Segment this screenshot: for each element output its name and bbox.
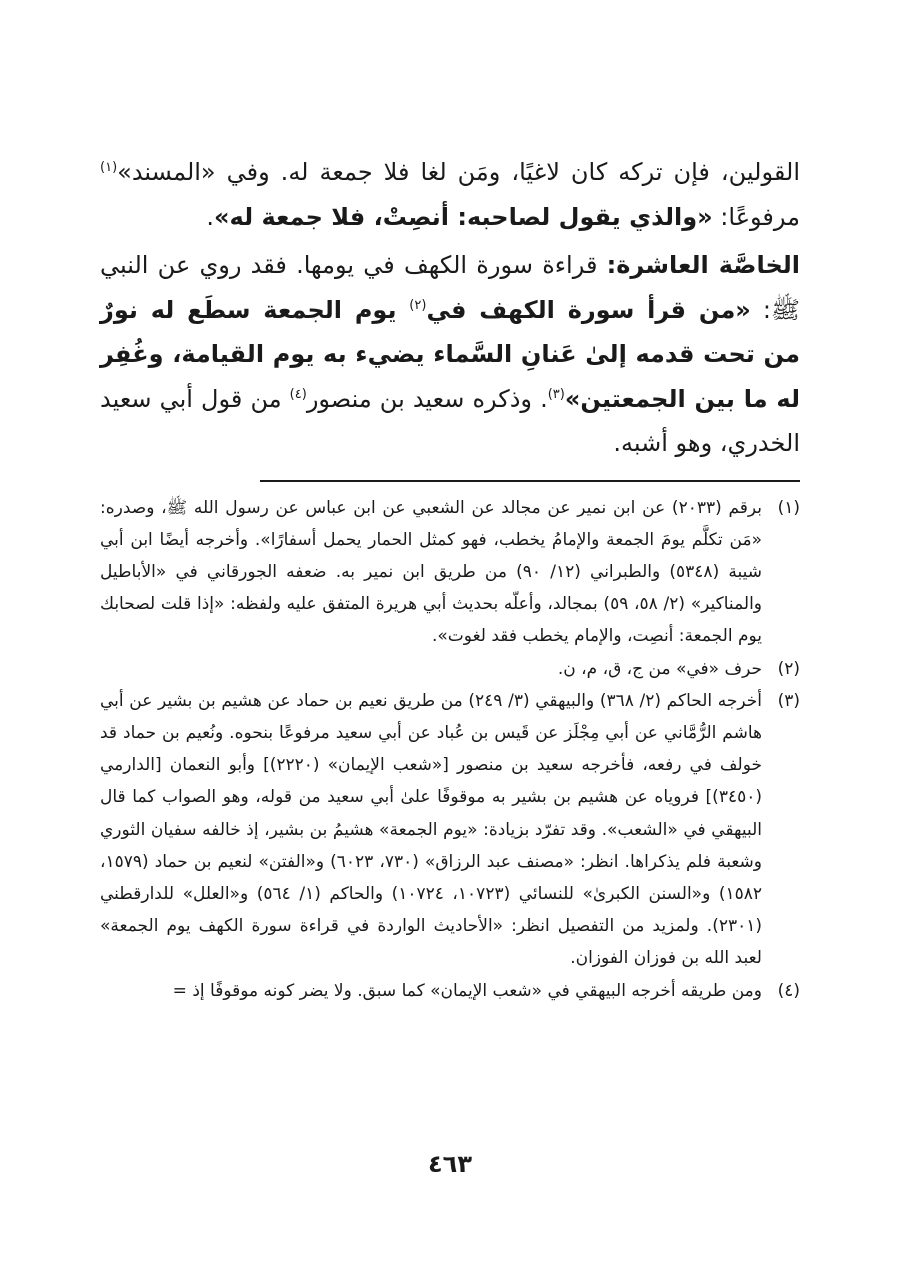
footnote-number: (١) xyxy=(777,497,800,518)
hadith-quote: «من قرأ سورة الكهف في xyxy=(426,295,751,324)
footnote-number: (٤) xyxy=(777,980,800,1001)
page-body xyxy=(100,150,800,1007)
footnote-ref-3[interactable]: (٣) xyxy=(547,386,565,402)
footnote-ref-2[interactable]: (٢) xyxy=(409,297,427,313)
footnote-number: (٣) xyxy=(777,690,800,711)
footnote-3 xyxy=(100,685,800,975)
footnote-number: (٢) xyxy=(777,658,800,679)
hadith-quote: يوم الجمعة سطَع له نورٌ من تحت قدمه إلىٰ عَنانِ السَّماء يضيء به يوم القيامة، وغُفِر له ما بين الجمعتين» xyxy=(100,295,801,413)
main-paragraph-2 xyxy=(100,243,800,466)
footnote-ref-4[interactable]: (٤) xyxy=(289,386,307,402)
text-run: قراءة سورة الكهف في يومها. فقد روي عن النبي ﷺ: xyxy=(100,251,800,324)
footnote-ref-1[interactable]: (١) xyxy=(100,160,118,175)
footnote-divider xyxy=(260,480,800,482)
main-paragraph-1 xyxy=(100,150,800,239)
text-run: من قول أبي سعيد الخدري، وهو أشبه. xyxy=(100,384,800,457)
text-run: . xyxy=(206,202,215,231)
footnote-text: أخرجه الحاكم (٢/ ٣٦٨) والبيهقي (٣/ ٢٤٩) من طريق نعيم بن حماد عن هشيم بن بشير عن أبي هاشم الرُّمَّاني عن أبي مِجْلَز عن قَيس بن عُباد عن أبي سعيد مرفوعًا بنحوه. ونُعيم بن حماد قد خولف في رفعه، فأخرجه سعيد بن منصور [«شعب الإيمان» (٢٢٢٠)] وأبو النعمان [الدارمي (٣٤٥٠)] فروياه عن هشيم بن بشير به موقوفًا علىٰ أبي سعيد من قوله، وهو الصواب كما قال البيهقي في «الشعب». وقد تفرّد بزيادة: «يوم الجمعة» هشيمُ بن بشير، إذ خالفه سفيان الثوري وشعبة فلم يذكراها. انظر: «مصنف عبد الرزاق» (٧٣٠، ٦٠٢٣) و«الفتن» لنعيم بن حماد (١٥٧٩، ١٥٨٢) و«السنن الكبرىٰ» للنسائي (١٠٧٢٣، ١٠٧٢٤) والحاكم (١/ ٥٦٤) و«العلل» للدارقطني (٢٣٠١). ولمزيد من التفصيل انظر: «الأحاديث الواردة في قراءة سورة الكهف يوم الجمعة» لعبد الله بن فوزان الفوزان. xyxy=(100,690,763,969)
footnote-text: ومن طريقه أخرجه البيهقي في «شعب الإيمان» كما سبق. ولا يضر كونه موقوفًا إذ = xyxy=(172,980,762,1001)
footnotes xyxy=(100,492,800,1007)
page-number: ٤٦٣ xyxy=(428,1150,472,1178)
footnote-text: حرف «في» من ج، ق، م، ن. xyxy=(557,658,762,679)
text-run: القولين، فإن تركه كان لاغيًا، ومَن لغا فلا جمعة له. وفي «المسند» xyxy=(117,158,800,186)
footnote-4 xyxy=(100,975,800,1007)
footnote-text: برقم (٢٠٣٣) عن ابن نمير عن مجالد عن الشعبي عن ابن عباس عن رسول الله ﷺ، وصدره: «مَن تكلَّم يومَ الجمعة والإمامُ يخطب، فهو كمثل الحمار يحمل أسفارًا». وأخرجه أيضًا ابن أبي شيبة (٥٣٤٨) والطبراني (١٢/ ٩٠) من طريق ابن نمير به. ضعفه الجورقاني في «الأباطيل والمناكير» (٢/ ٥٨، ٥٩) بمجالد، وأعلّه بحديث أبي هريرة المتفق عليه ولفظه: «إذا قلت لصحابك يوم الجمعة: أنصِت، والإمام يخطب فقد لغوت». xyxy=(100,497,763,647)
section-heading: الخاصَّة العاشرة: xyxy=(606,251,800,279)
footnote-1 xyxy=(100,492,800,653)
text-run: . وذكره سعيد بن منصور xyxy=(306,384,548,413)
hadith-quote: «والذي يقول لصاحبه: أنصِتْ، فلا جمعة له» xyxy=(214,202,713,231)
text-run: مرفوعًا: xyxy=(712,202,800,231)
footnote-2 xyxy=(100,653,800,685)
